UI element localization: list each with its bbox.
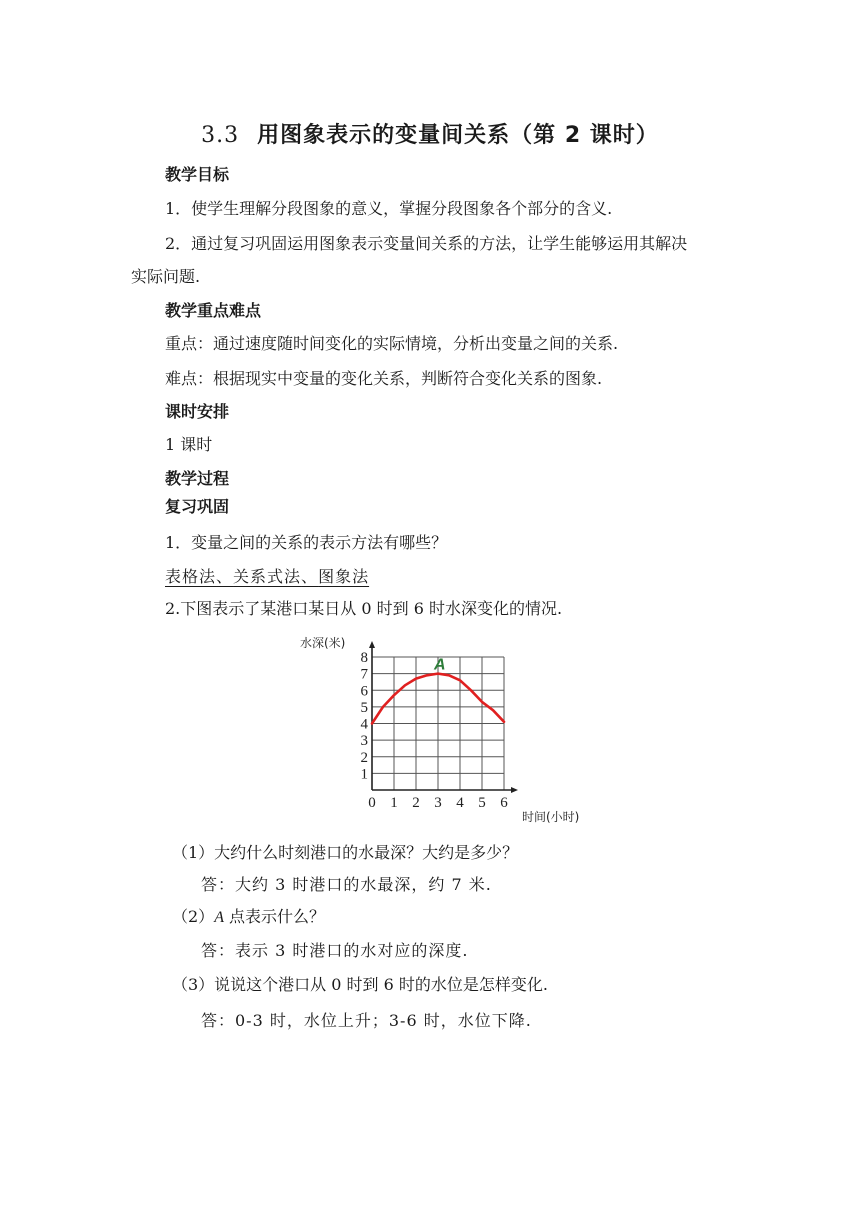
section-key-heading: 教学重点难点 — [165, 301, 262, 320]
goal-1: 1．使学生理解分段图象的意义，掌握分段图象各个部分的含义. — [165, 199, 613, 218]
x-tick-label: 2 — [412, 795, 420, 811]
answer-1-part-2: 关系式法 — [233, 567, 302, 586]
y-tick-label: 8 — [360, 650, 368, 666]
x-tick-label: 3 — [434, 795, 442, 811]
sub-question-2-rest: 点表示什么？ — [223, 907, 326, 926]
x-axis-arrow — [511, 787, 518, 793]
answer-1-part-1: 表格法 — [165, 567, 217, 586]
chart-grid — [372, 657, 504, 790]
answer-1 — [165, 566, 369, 588]
x-tick-label: 0 — [368, 795, 376, 811]
water-depth-chart — [296, 630, 606, 830]
page-title — [0, 118, 860, 149]
y-tick-label: 1 — [360, 766, 368, 783]
sub-answer-1: 答：大约 3 时港口的水最深，约 7 米. — [201, 875, 492, 894]
x-tick-label: 5 — [478, 795, 486, 811]
sub-answer-3: 答：0-3 时，水位上升；3-6 时，水位下降. — [201, 1011, 532, 1030]
y-tick-label: 3 — [360, 733, 368, 750]
x-tick-label: 6 — [500, 795, 508, 811]
sub-question-2-point: A — [214, 909, 224, 926]
key-point: 重点：通过速度随时间变化的实际情境，分析出变量之间的关系. — [165, 334, 619, 353]
x-tick-label: 1 — [390, 795, 398, 811]
x-tick-label: 4 — [456, 795, 464, 811]
x-axis-label: 时间(小时) — [522, 810, 580, 824]
answer-1-part-3: 图象法 — [318, 567, 370, 586]
title-number: 3.3 — [201, 123, 240, 148]
answer-1-sep-2: 、 — [301, 567, 319, 586]
sub-answer-2: 答：表示 3 时港口的水对应的深度. — [201, 941, 469, 960]
section-review-heading: 复习巩固 — [165, 497, 230, 516]
difficulty: 难点：根据现实中变量的变化关系，判断符合变化关系的图象. — [165, 369, 603, 388]
answer-1-sep-1: 、 — [216, 567, 234, 586]
sub-question-1: （1）大约什么时刻港口的水最深？大约是多少？ — [172, 843, 519, 862]
y-axis-arrow — [369, 641, 375, 648]
point-a-label: A — [434, 656, 446, 674]
section-process-heading: 教学过程 — [165, 469, 230, 488]
goal-2-line-2: 实际问题. — [131, 267, 201, 286]
sub-question-2 — [172, 906, 325, 929]
y-axis-label: 水深(米) — [300, 636, 346, 650]
question-2: 2.下图表示了某港口某日从 0 时到 6 时水深变化的情况. — [165, 599, 563, 618]
y-tick-label: 6 — [360, 683, 368, 700]
y-tick-label: 2 — [360, 749, 368, 766]
y-tick-label: 5 — [360, 699, 368, 716]
sub-question-2-prefix: （2） — [172, 907, 215, 926]
schedule: 1 课时 — [165, 435, 213, 454]
y-tick-label: 4 — [360, 716, 368, 733]
goal-2-line-1: 2．通过复习巩固运用图象表示变量间关系的方法，让学生能够运用其解决 — [165, 234, 688, 253]
section-goals-heading: 教学目标 — [165, 165, 230, 184]
section-schedule-heading: 课时安排 — [165, 402, 230, 421]
y-tick-label: 7 — [360, 666, 368, 683]
question-1: 1．变量之间的关系的表示方法有哪些？ — [165, 533, 448, 552]
sub-question-3: （3）说说这个港口从 0 时到 6 时的水位是怎样变化. — [172, 975, 548, 994]
title-text: 用图象表示的变量间关系（第 2 课时） — [257, 123, 659, 148]
